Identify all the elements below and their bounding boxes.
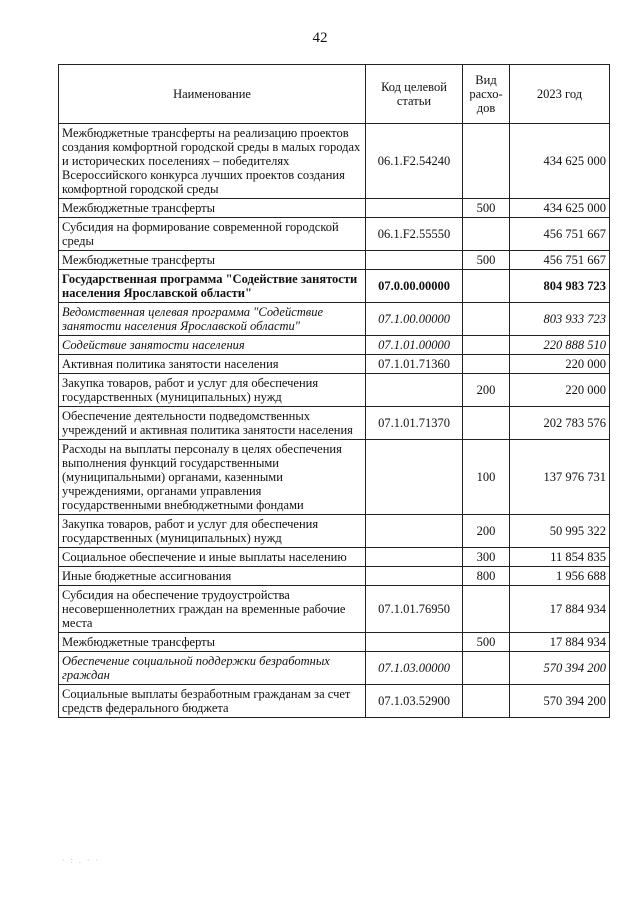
row-amount: 456 751 667 bbox=[510, 218, 610, 251]
row-name: Закупка товаров, работ и услуг для обеспечения государственных (муниципальных) нужд bbox=[59, 515, 366, 548]
row-name: Обеспечение деятельности подведомственных учреждений и активная политика занятости населения bbox=[59, 407, 366, 440]
row-name: Государственная программа "Содействие занятости населения Ярославской области" bbox=[59, 270, 366, 303]
row-code: 07.1.01.76950 bbox=[366, 586, 463, 633]
table-row bbox=[59, 407, 610, 440]
table-row bbox=[59, 586, 610, 633]
page-number: 42 bbox=[312, 30, 328, 46]
row-amount: 456 751 667 bbox=[510, 251, 610, 270]
row-code bbox=[366, 374, 463, 407]
header-amount: 2023 год bbox=[510, 65, 610, 124]
row-amount: 50 995 322 bbox=[510, 515, 610, 548]
row-type bbox=[463, 303, 510, 336]
row-code bbox=[366, 440, 463, 515]
row-code bbox=[366, 251, 463, 270]
row-amount: 220 888 510 bbox=[510, 336, 610, 355]
row-type: 200 bbox=[463, 515, 510, 548]
row-name: Активная политика занятости населения bbox=[59, 355, 366, 374]
table-row bbox=[59, 251, 610, 270]
table-header-row bbox=[59, 65, 610, 124]
table-row bbox=[59, 355, 610, 374]
row-type: 300 bbox=[463, 548, 510, 567]
header-name: Наименование bbox=[59, 65, 366, 124]
row-amount: 434 625 000 bbox=[510, 199, 610, 218]
row-type: 500 bbox=[463, 251, 510, 270]
scan-smudge: · : . · · bbox=[62, 856, 101, 865]
row-name: Субсидия на формирование современной городской среды bbox=[59, 218, 366, 251]
row-amount: 202 783 576 bbox=[510, 407, 610, 440]
row-type: 200 bbox=[463, 374, 510, 407]
table-row bbox=[59, 270, 610, 303]
row-amount: 137 976 731 bbox=[510, 440, 610, 515]
table-row bbox=[59, 124, 610, 199]
table-row bbox=[59, 303, 610, 336]
row-code: 07.1.01.71370 bbox=[366, 407, 463, 440]
row-type: 800 bbox=[463, 567, 510, 586]
row-code bbox=[366, 199, 463, 218]
row-name: Межбюджетные трансферты bbox=[59, 199, 366, 218]
row-type bbox=[463, 652, 510, 685]
row-type bbox=[463, 336, 510, 355]
row-amount: 434 625 000 bbox=[510, 124, 610, 199]
table-row bbox=[59, 336, 610, 355]
table-row bbox=[59, 199, 610, 218]
table-row bbox=[59, 218, 610, 251]
row-name: Межбюджетные трансферты на реализацию проектов создания комфортной городской среды в малых городах и исторических поселениях – победителях Всероссийского конкурса лучших проектов создания комфортной городской среды bbox=[59, 124, 366, 199]
row-code: 07.1.00.00000 bbox=[366, 303, 463, 336]
row-type bbox=[463, 270, 510, 303]
row-code: 07.0.00.00000 bbox=[366, 270, 463, 303]
table-row bbox=[59, 685, 610, 718]
table-row bbox=[59, 652, 610, 685]
table-row bbox=[59, 440, 610, 515]
table-body bbox=[59, 124, 610, 718]
row-type bbox=[463, 407, 510, 440]
row-code bbox=[366, 548, 463, 567]
row-type bbox=[463, 355, 510, 374]
row-name: Закупка товаров, работ и услуг для обеспечения государственных (муниципальных) нужд bbox=[59, 374, 366, 407]
row-name: Межбюджетные трансферты bbox=[59, 633, 366, 652]
row-name: Иные бюджетные ассигнования bbox=[59, 567, 366, 586]
row-amount: 220 000 bbox=[510, 374, 610, 407]
row-type bbox=[463, 124, 510, 199]
row-type bbox=[463, 586, 510, 633]
row-code: 06.1.F2.55550 bbox=[366, 218, 463, 251]
table-row bbox=[59, 567, 610, 586]
table-row bbox=[59, 633, 610, 652]
row-name: Ведомственная целевая программа "Содействие занятости населения Ярославской области" bbox=[59, 303, 366, 336]
row-code: 07.1.01.71360 bbox=[366, 355, 463, 374]
table-row bbox=[59, 548, 610, 567]
row-amount: 220 000 bbox=[510, 355, 610, 374]
row-type: 500 bbox=[463, 199, 510, 218]
row-name: Межбюджетные трансферты bbox=[59, 251, 366, 270]
row-amount: 570 394 200 bbox=[510, 685, 610, 718]
row-code: 07.1.03.00000 bbox=[366, 652, 463, 685]
row-code: 07.1.03.52900 bbox=[366, 685, 463, 718]
row-code bbox=[366, 633, 463, 652]
row-name: Расходы на выплаты персоналу в целях обеспечения выполнения функций государственными (муниципальными) органами, казенными учреждениями, органами управления государственными внебюджетными фондами bbox=[59, 440, 366, 515]
row-type: 500 bbox=[463, 633, 510, 652]
budget-table bbox=[58, 64, 610, 718]
row-name: Субсидия на обеспечение трудоустройства несовершеннолетних граждан на временные рабочие места bbox=[59, 586, 366, 633]
row-name: Социальное обеспечение и иные выплаты населению bbox=[59, 548, 366, 567]
row-code bbox=[366, 515, 463, 548]
table-row bbox=[59, 374, 610, 407]
row-type bbox=[463, 685, 510, 718]
row-code bbox=[366, 567, 463, 586]
header-code: Код целевой статьи bbox=[366, 65, 463, 124]
header-type: Вид расхо-дов bbox=[463, 65, 510, 124]
row-amount: 1 956 688 bbox=[510, 567, 610, 586]
row-name: Обеспечение социальной поддержки безработных граждан bbox=[59, 652, 366, 685]
row-amount: 803 933 723 bbox=[510, 303, 610, 336]
row-amount: 17 884 934 bbox=[510, 586, 610, 633]
row-amount: 11 854 835 bbox=[510, 548, 610, 567]
table-row bbox=[59, 515, 610, 548]
row-code: 06.1.F2.54240 bbox=[366, 124, 463, 199]
row-code: 07.1.01.00000 bbox=[366, 336, 463, 355]
row-amount: 17 884 934 bbox=[510, 633, 610, 652]
row-amount: 804 983 723 bbox=[510, 270, 610, 303]
row-amount: 570 394 200 bbox=[510, 652, 610, 685]
row-type: 100 bbox=[463, 440, 510, 515]
row-type bbox=[463, 218, 510, 251]
row-name: Социальные выплаты безработным гражданам за счет средств федерального бюджета bbox=[59, 685, 366, 718]
row-name: Содействие занятости населения bbox=[59, 336, 366, 355]
